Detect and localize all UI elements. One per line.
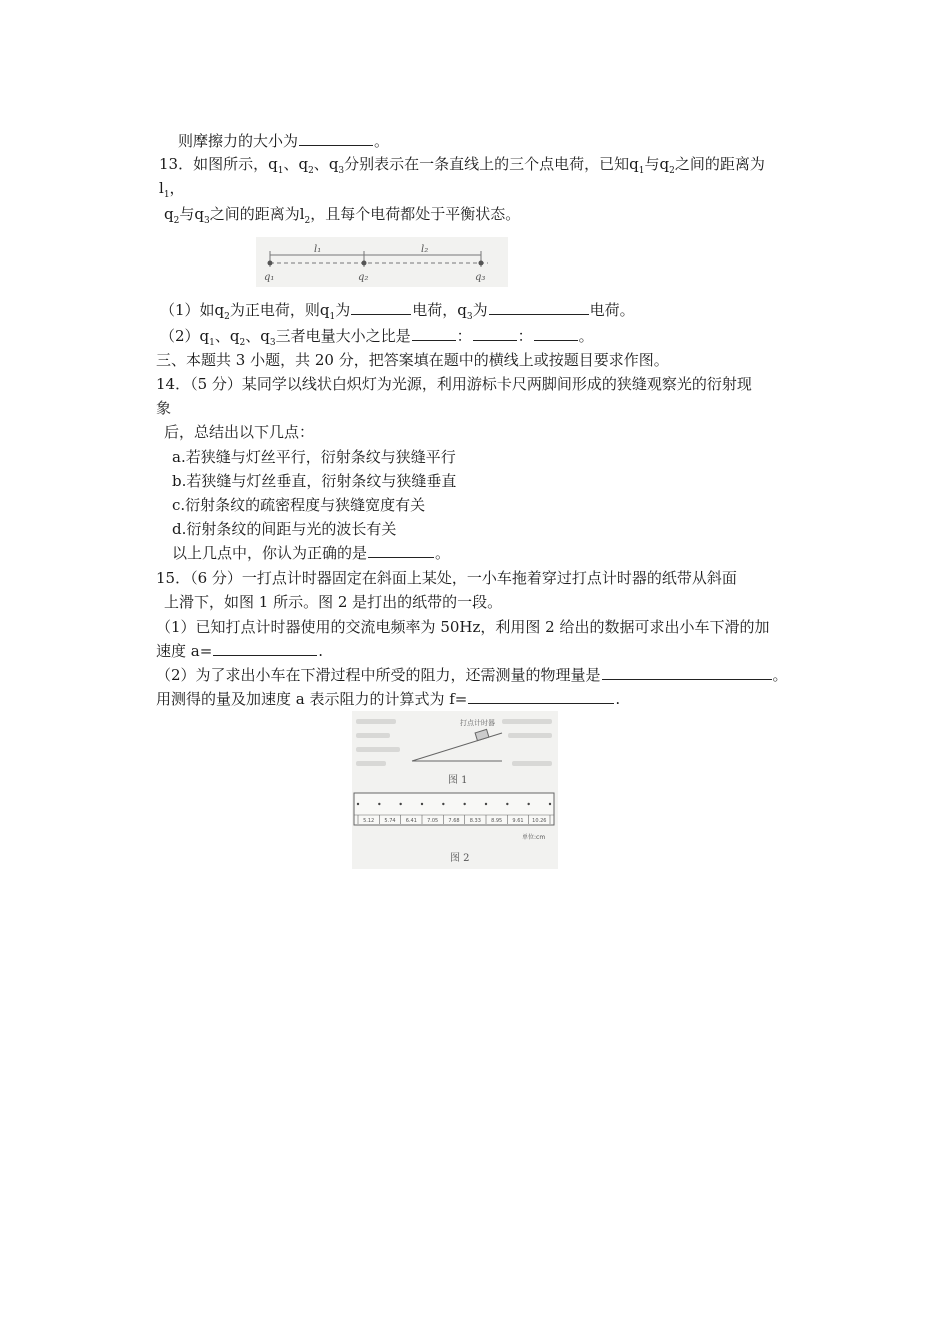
friction-formula-blank[interactable] bbox=[468, 689, 614, 704]
tape-dot bbox=[485, 803, 487, 805]
q15-line4: 速度 a= . bbox=[156, 642, 324, 660]
q12-text: 则摩擦力的大小为 bbox=[178, 132, 299, 150]
q14-option-d: d.衍射条纹的间距与光的波长有关 bbox=[172, 520, 397, 538]
tape-segment-value: 7.68 bbox=[448, 818, 460, 824]
tape-dot bbox=[442, 803, 444, 805]
ratio-blank-2[interactable] bbox=[473, 326, 517, 341]
q14-line3: 后，总结出以下几点： bbox=[164, 423, 315, 441]
q15-line2: 上滑下，如图 1 所示。图 2 是打出的纸带的一段。 bbox=[164, 593, 503, 611]
tape-dot bbox=[463, 803, 465, 805]
tape-segment-value: 7.05 bbox=[427, 818, 439, 824]
q13-intro-line: 13．如图所示，$q_1$、$q_2$、$q_3$分别表示在一条直线上的三个点电荷，已知$q_1$与$q_2$之间的距离为 bbox=[159, 155, 765, 176]
charge-q1-dot bbox=[268, 261, 273, 266]
q15-line3: （1）已知打点计时器使用的交流电频率为 50Hz，利用图 2 给出的数据可求出小车下滑的加 bbox=[156, 618, 770, 636]
q14-ask: 以上几点中，你认为正确的是 。 bbox=[172, 544, 451, 562]
tape-dot bbox=[399, 803, 401, 805]
label-q2: q₂ bbox=[358, 272, 369, 283]
q13-l1-line: $l_1$， bbox=[159, 179, 185, 200]
q3-charge-blank[interactable] bbox=[489, 300, 589, 315]
ratio-blank-3[interactable] bbox=[534, 326, 578, 341]
q15-line1: 15．（6 分）一打点计时器固定在斜面上某处，一小车拖着穿过打点计时器的纸带从斜面 bbox=[156, 569, 737, 587]
q13-distance-line: $q_2$与$q_3$之间的距离为$l_2$，且每个电荷都处于平衡状态。 bbox=[164, 205, 521, 226]
tape-segment-value: 8.33 bbox=[469, 818, 481, 824]
tape-dot bbox=[549, 803, 551, 805]
q14-option-b: b.若狭缝与灯丝垂直，衍射条纹与狭缝垂直 bbox=[172, 472, 457, 490]
tape-segment-value: 5.74 bbox=[384, 818, 396, 824]
acceleration-blank[interactable] bbox=[213, 641, 317, 656]
timer-icon bbox=[475, 729, 489, 740]
incline-tape-figure bbox=[352, 711, 558, 869]
q14-line2: 象 bbox=[156, 399, 172, 417]
incline-diagram bbox=[352, 711, 558, 869]
section3-heading: 三、本题共 3 小题，共 20 分，把答案填在题中的横线上或按题目要求作图。 bbox=[156, 351, 669, 369]
q13-part2: $(2)q_1$、$q_2$、$q_3$三者电量大小之比是 ： ： 。 bbox=[160, 327, 594, 348]
tape-dot bbox=[527, 803, 529, 805]
q13-part1: （1）如$q_2$为正电荷，则$q_1$为 电荷，$q_3$为 电荷。 bbox=[160, 301, 635, 322]
tape-segment-value: 8.95 bbox=[491, 818, 503, 824]
q15-line5: （2）为了求出小车在下滑过程中所受的阻力，还需测量的物理量是 。 bbox=[156, 666, 788, 684]
ratio-blank-1[interactable] bbox=[412, 326, 456, 341]
charge-q3-dot bbox=[479, 261, 484, 266]
q14-option-c: c.衍射条纹的疏密程度与狭缝宽度有关 bbox=[172, 496, 426, 514]
q15-line6: 用测得的量及加速度 a 表示阻力的计算式为 f= . bbox=[156, 690, 621, 708]
tape-segment-value: 5.12 bbox=[363, 818, 375, 824]
q1-charge-blank[interactable] bbox=[351, 300, 411, 315]
tape-dot bbox=[506, 803, 508, 805]
tape-segment-value: 9.61 bbox=[512, 818, 524, 824]
q14-line1: 14．（5 分）某同学以线状白炽灯为光源，利用游标卡尺两脚间形成的狭缝观察光的衍射现 bbox=[156, 375, 752, 393]
label-l2: l₂ bbox=[421, 244, 429, 255]
timer-label: 打点计时器 bbox=[460, 719, 495, 727]
tape-segment-value: 10.26 bbox=[532, 818, 547, 824]
q14-option-a: a.若狭缝与灯丝平行，衍射条纹与狭缝平行 bbox=[172, 448, 456, 466]
tape-segment-value: 6.41 bbox=[405, 818, 417, 824]
tape-dot bbox=[421, 803, 423, 805]
label-q3: q₃ bbox=[475, 272, 486, 283]
tape-dot bbox=[378, 803, 380, 805]
q14-answer-blank[interactable] bbox=[368, 543, 434, 558]
label-q1: q₁ bbox=[264, 272, 275, 283]
charges-figure bbox=[256, 237, 508, 287]
unit-label: 单位:cm bbox=[522, 834, 546, 841]
q12-answer-blank[interactable] bbox=[299, 131, 373, 146]
fig2-caption: 图 2 bbox=[450, 853, 470, 864]
fig1-caption: 图 1 bbox=[448, 775, 468, 786]
q12-friction-line: 则摩擦力的大小为 。 bbox=[178, 132, 390, 150]
tape-dot bbox=[357, 803, 359, 805]
label-l1: l₁ bbox=[314, 244, 322, 255]
quantity-blank[interactable] bbox=[602, 665, 772, 680]
charges-diagram bbox=[256, 237, 508, 287]
charge-q2-dot bbox=[362, 261, 367, 266]
